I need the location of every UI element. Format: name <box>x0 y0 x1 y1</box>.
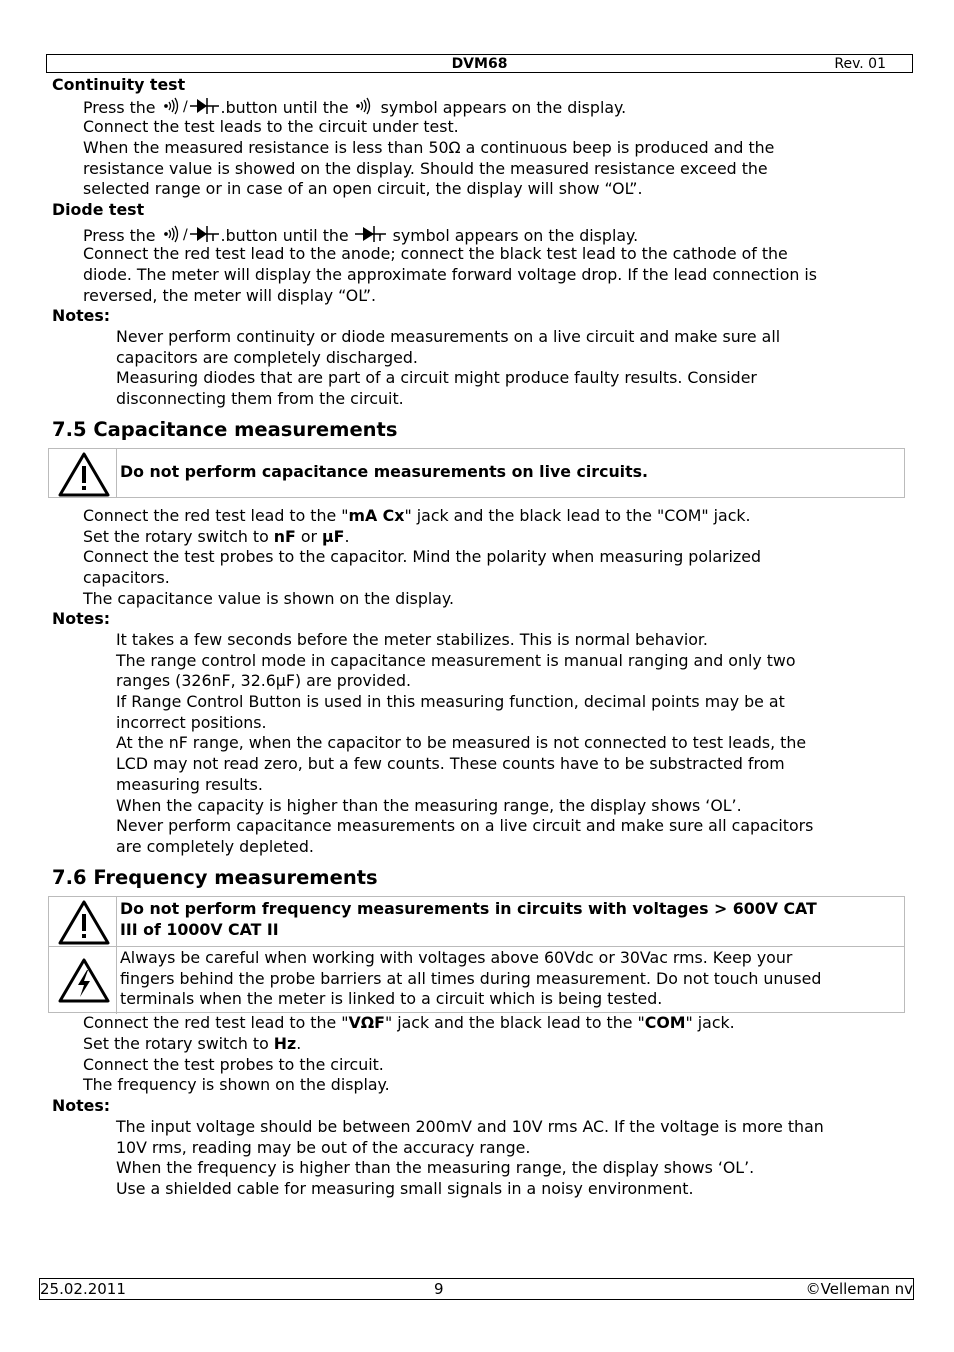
warning-triangle-icon <box>57 899 111 945</box>
diode-step-2-line-3: reversed, the meter will display “OL”. <box>83 286 377 305</box>
frequency-warning-line-1: Do not perform frequency measurements in circuits with voltages > 600V CAT <box>120 899 817 918</box>
text: " jack and the black lead to the "COM" jack. <box>404 506 751 525</box>
warning-icon-cell <box>49 449 117 497</box>
capacitance-step-4: The capacitance value is shown on the display. <box>83 589 455 608</box>
note-line: Measuring diodes that are part of a circuit might produce faulty results. Consider <box>116 368 757 387</box>
text: Set the rotary switch to <box>83 527 274 546</box>
shock-icon-cell <box>49 947 117 1014</box>
note-line: It takes a few seconds before the meter stabilizes. This is normal behavior. <box>116 630 708 649</box>
svg-text:/: / <box>182 227 188 243</box>
continuity-step-3-line-2: resistance value is showed on the display. Should the measured resistance exceed the <box>83 159 768 178</box>
capacitance-warning-text: Do not perform capacitance measurements on live circuits. <box>120 462 649 481</box>
notes-heading: Notes: <box>52 1096 111 1115</box>
beep-diode-button-icon <box>161 224 221 244</box>
footer-copyright: ©Velleman nv <box>805 1280 913 1298</box>
note-line: disconnecting them from the circuit. <box>116 389 404 408</box>
frequency-section-heading: 7.6 Frequency measurements <box>52 866 378 889</box>
frequency-step-2 <box>83 1034 301 1054</box>
text: symbol appears on the display. <box>387 226 639 245</box>
electric-shock-icon <box>57 957 111 1003</box>
text: " jack and the black lead to the " <box>384 1013 645 1032</box>
continuity-step-1 <box>83 96 626 118</box>
notes-heading: Notes: <box>52 306 111 325</box>
frequency-step-3: Connect the test probes to the circuit. <box>83 1055 384 1074</box>
frequency-warning-box <box>48 896 905 1013</box>
note-line: Never perform continuity or diode measurements on a live circuit and make sure all <box>116 327 781 346</box>
note-line: are completely depleted. <box>116 837 314 856</box>
text: Connect the red test lead to the " <box>83 506 349 525</box>
notes-heading: Notes: <box>52 609 111 628</box>
diode-icon <box>354 224 388 244</box>
diode-step-2-line-2: diode. The meter will display the approximate forward voltage drop. If the lead connection is <box>83 265 818 284</box>
frequency-warning-line-2: III of 1000V CAT II <box>120 920 279 939</box>
note-line: capacitors are completely discharged. <box>116 348 418 367</box>
warning-icon-cell <box>49 897 117 946</box>
note-line: When the capacity is higher than the measuring range, the display shows ‘OL’. <box>116 796 742 815</box>
footer-date: 25.02.2011 <box>40 1280 126 1298</box>
note-line: The range control mode in capacitance measurement is manual ranging and only two <box>116 651 796 670</box>
text: Press the <box>83 226 161 245</box>
note-line: The input voltage should be between 200mV and 10V rms AC. If the voltage is more than <box>116 1117 824 1136</box>
diode-step-1 <box>83 224 638 246</box>
note-line: LCD may not read zero, but a few counts. These counts have to be substracted from <box>116 754 785 773</box>
capacitance-step-3-line-1: Connect the test probes to the capacitor. Mind the polarity when measuring polarized <box>83 547 761 566</box>
document-title: DVM68 <box>451 56 508 72</box>
svg-text:/: / <box>182 99 188 115</box>
jack-name: VΩF <box>348 1013 385 1032</box>
continuity-beep-icon <box>354 96 376 116</box>
continuity-step-3-line-3: selected range or in case of an open circuit, the display will show “OL”. <box>83 179 643 198</box>
text: Set the rotary switch to <box>83 1034 274 1053</box>
revision-label: Rev. 01 <box>834 56 886 72</box>
frequency-step-4: The frequency is shown on the display. <box>83 1075 390 1094</box>
capacitance-section-heading: 7.5 Capacitance measurements <box>52 418 398 441</box>
text: " jack. <box>685 1013 735 1032</box>
caution-row <box>49 946 904 1014</box>
jack-name: COM <box>644 1013 686 1032</box>
note-line: measuring results. <box>116 775 263 794</box>
note-line: Never perform capacitance measurements on a live circuit and make sure all capacitors <box>116 816 814 835</box>
page-header <box>46 54 913 73</box>
range-name: Hz <box>273 1034 297 1053</box>
diode-step-2-line-1: Connect the red test lead to the anode; connect the black test lead to the cathode of the <box>83 244 788 263</box>
caution-line-3: terminals when the meter is linked to a circuit which is being tested. <box>120 989 663 1008</box>
capacitance-warning-box <box>48 448 905 498</box>
note-line: At the nF range, when the capacitor to be measured is not connected to test leads, the <box>116 733 807 752</box>
text: Connect the red test lead to the " <box>83 1013 349 1032</box>
text: . <box>296 1034 302 1053</box>
note-line: incorrect positions. <box>116 713 267 732</box>
beep-diode-button-icon <box>161 96 221 116</box>
note-line: ranges (326nF, 32.6µF) are provided. <box>116 671 412 690</box>
warning-triangle-icon <box>57 451 111 497</box>
continuity-step-2: Connect the test leads to the circuit under test. <box>83 117 459 136</box>
warning-row <box>49 897 904 946</box>
text: . <box>344 527 350 546</box>
frequency-step-1 <box>83 1013 735 1033</box>
diode-heading: Diode test <box>52 200 145 219</box>
capacitance-step-3-line-2: capacitors. <box>83 568 170 587</box>
text: symbol appears on the display. <box>375 98 627 117</box>
page-number: 9 <box>434 1280 444 1298</box>
continuity-step-3-line-1: When the measured resistance is less than 50Ω a continuous beep is produced and the <box>83 138 775 157</box>
capacitance-step-1 <box>83 506 751 526</box>
caution-line-1: Always be careful when working with voltages above 60Vdc or 30Vac rms. Keep your <box>120 948 793 967</box>
note-line: If Range Control Button is used in this measuring function, decimal points may be at <box>116 692 785 711</box>
note-line: When the frequency is higher than the measuring range, the display shows ‘OL’. <box>116 1158 755 1177</box>
continuity-heading: Continuity test <box>52 75 186 94</box>
range-name: nF <box>273 527 296 546</box>
text: .button until the <box>220 226 354 245</box>
text: .button until the <box>220 98 354 117</box>
page-footer <box>39 1278 914 1300</box>
text: Press the <box>83 98 161 117</box>
note-line: Use a shielded cable for measuring small signals in a noisy environment. <box>116 1179 694 1198</box>
caution-line-2: fingers behind the probe barriers at all times during measurement. Do not touch unused <box>120 969 822 988</box>
jack-name: mA Cx <box>348 506 405 525</box>
capacitance-step-2 <box>83 527 350 547</box>
text: or <box>295 527 323 546</box>
note-line: 10V rms, reading may be out of the accuracy range. <box>116 1138 531 1157</box>
range-name: µF <box>322 527 345 546</box>
